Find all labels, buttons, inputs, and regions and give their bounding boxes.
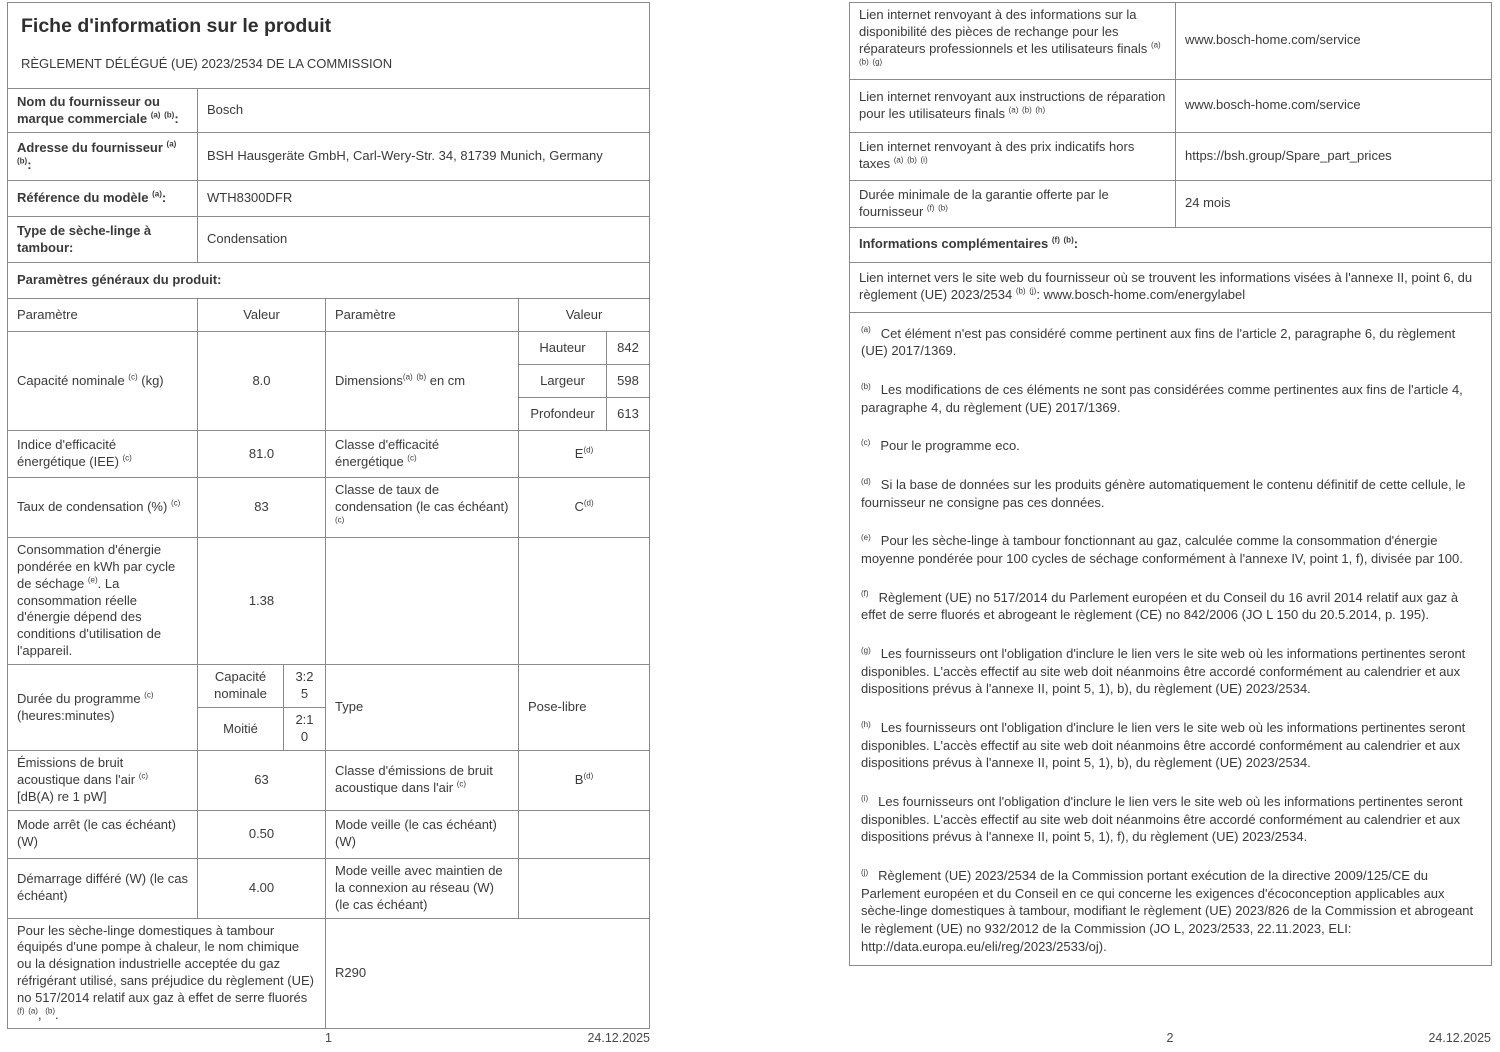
table-header-row [8, 299, 650, 332]
links-and-footnotes-table [849, 2, 1492, 966]
weighted-energy-consumption-label: Consommation d'énergie pondérée en kWh par cycle de séchage $^{(e)}$. La consommation réelle d'énergie dépend des conditions d'utilisation de l'appareil. [8, 537, 198, 664]
dimension-height-label: Hauteur [519, 332, 607, 365]
table-row [8, 133, 650, 181]
supplier-website-line: Lien internet vers le site web du fournisseur où se trouvent les informations visées à l'annexe II, point 6, du règlement (UE) 2023/2534 $^{(b)}$ $^{(j)}$: www.bosch-home.com/energylabel [850, 262, 1492, 312]
acoustic-noise-value: 63 [198, 750, 326, 810]
footnote-i: $^{(i)}$ Les fournisseurs ont l'obligation d'inclure le lien vers le site web où les informations pertinentes seront disponibles. L'accès effectif au site web doit néanmoins être accordé conformément au calendrier et aux dispositions prévus à l'annexe II, point 5, 1), f), du règlement (UE) 2023/2534. [861, 793, 1463, 845]
acoustic-noise-class-label: Classe d'émissions de bruit acoustique dans l'air $^{(c)}$ [326, 750, 519, 810]
table-row [8, 750, 650, 810]
footnotes-block [850, 312, 1492, 966]
footnote-b: $^{(b)}$ Les modifications de ces éléments ne sont pas considérées comme pertinentes aux fins de l'article 4, paragraphe 4, du règlement (UE) 2017/1369. [861, 381, 1463, 415]
column-header-value-1: Valeur [198, 299, 326, 332]
page-title: Fiche d'information sur le produit [21, 15, 332, 37]
off-mode-value: 0.50 [198, 810, 326, 858]
supplier-name-label: Nom du fournisseur ou marque commerciale $^{(a)}$ $^{(b)}$: [8, 89, 198, 133]
dimension-width-value: 598 [607, 365, 650, 398]
footnote-f: $^{(f)}$ Règlement (UE) no 517/2014 du Parlement européen et du Conseil du 16 avril 2014 relatif aux gaz à effet de serre fluorés et abrogeant le règlement (CE) no 842/2006 (JO L 150 du 20.5.2014, p. 195). [861, 589, 1459, 623]
dimension-depth-label: Profondeur [519, 398, 607, 431]
title-block [8, 3, 650, 89]
standby-mode-label: Mode veille (le cas échéant) (W) [326, 810, 519, 858]
empty-cell [519, 858, 650, 918]
model-reference-value: WTH8300DFR [198, 181, 650, 217]
product-fiche-page-2 [849, 2, 1492, 966]
dimension-depth-value: 613 [607, 398, 650, 431]
acoustic-noise-class-value: $B^{(d)}$ [519, 750, 650, 810]
table-row [850, 3, 1492, 80]
repair-instructions-link-value: www.bosch-home.com/service [1176, 79, 1492, 132]
supplier-name-value: Bosch [198, 89, 650, 133]
condensation-rate-value: 83 [198, 478, 326, 538]
table-row [8, 89, 650, 133]
empty-cell [326, 537, 519, 664]
footnote-j: $^{(j)}$ Règlement (UE) 2023/2534 de la Commission portant exécution de la directive 2009/125/CE du Parlement européen et du Conseil en ce qui concerne les exigences d'écoconception applicables aux sèche-linge domestiques à tambour, modifiant le règlement (UE) 2023/826 de la Commission et abrogeant le règlement (UE) no 932/2012 de la Commission (JO L, 2023/2533, 22.11.2023, ELI: http://data.europa.eu/eli/reg/2023/2533/oj). [861, 867, 1474, 954]
dimensions-label: Dimensions$^{(a)}$ $^{(b)}$ en cm [326, 332, 519, 431]
column-header-value-2: Valeur [519, 299, 650, 332]
spare-parts-link-value: www.bosch-home.com/service [1176, 3, 1492, 80]
table-row [8, 478, 650, 538]
footnote-e: $^{(e)}$ Pour les sèche-linge à tambour fonctionnant au gaz, calculée comme la consommation d'énergie moyenne pondérée pour 100 cycles de séchage conformément à l'annexe IV, point 1, f), divisée par 100. [861, 532, 1463, 566]
indicative-prices-link-label: Lien internet renvoyant à des prix indicatifs hors taxes $^{(a)}$ $^{(b)}$ $^{(i)}$ [850, 132, 1176, 180]
guarantee-duration-value: 24 mois [1176, 180, 1492, 227]
refrigerant-value: R290 [326, 918, 650, 1028]
page-number-1: 1 [325, 1031, 332, 1045]
weighted-energy-consumption-value: 1.38 [198, 537, 326, 664]
footnote-a: $^{(a)}$ Cet élément n'est pas considéré comme pertinent aux fins de l'article 2, paragraphe 6, du règlement (UE) 2017/1369. [861, 325, 1456, 359]
general-parameters-header: Paramètres généraux du produit: [8, 263, 650, 299]
table-row [8, 665, 650, 708]
table-row [8, 217, 650, 263]
supplier-address-value: BSH Hausgeräte GmbH, Carl-Wery-Str. 34, 81739 Munich, Germany [198, 133, 650, 181]
refrigerant-label: Pour les sèche-linge domestiques à tambour équipés d'une pompe à chaleur, le nom chimique ou la désignation industrielle acceptée du gaz réfrigérant utilisé, sans préjudice du règlement (UE) no 517/2014 relatif aux gaz à effet de serre fluorés $^{(f)}$ $^{(a)}$, $^{(b)}$. [8, 918, 326, 1028]
footnote-c: $^{(c)}$ Pour le programme eco. [861, 437, 1020, 454]
table-row [8, 918, 650, 1028]
condensation-class-label: Classe de taux de condensation (le cas échéant) $^{(c)}$ [326, 478, 519, 538]
dryer-type-value: Condensation [198, 217, 650, 263]
footer-date-2: 24.12.2025 [1428, 1031, 1491, 1045]
dimension-width-label: Largeur [519, 365, 607, 398]
networked-standby-label: Mode veille avec maintien de la connexion au réseau (W) (le cas échéant) [326, 858, 519, 918]
footnote-h: $^{(h)}$ Les fournisseurs ont l'obligation d'inclure le lien vers le site web où les informations pertinentes seront disponibles. L'accès effectif au site web doit néanmoins être accordé conformément au calendrier et aux dispositions prévus à l'annexe II, point 5, 1), b), du règlement (UE) 2023/2534. [861, 719, 1466, 771]
table-row [8, 181, 650, 217]
footnote-g: $^{(g)}$ Les fournisseurs ont l'obligation d'inclure le lien vers le site web où les informations pertinentes seront disponibles. L'accès effectif au site web doit néanmoins être accordé conformément au calendrier et aux dispositions prévus à l'annexe II, point 5, 1), b), du règlement (UE) 2023/2534. [861, 645, 1466, 697]
footnote-d: $^{(d)}$ Si la base de données sur les produits génère automatiquement le contenu définitif de cette cellule, le fournisseur ne consigne pas ces données. [861, 476, 1466, 510]
table-row [8, 332, 650, 365]
table-row [850, 132, 1492, 180]
footer-date-1: 24.12.2025 [587, 1031, 650, 1045]
repair-instructions-link-label: Lien internet renvoyant aux instructions de réparation pour les utilisateurs finals $^{(a)}$ $^{(b)}$ $^{(h)}$ [850, 79, 1176, 132]
table-row [850, 180, 1492, 227]
product-fiche-page-1 [7, 2, 650, 1029]
delayed-start-label: Démarrage différé (W) (le cas échéant) [8, 858, 198, 918]
duration-rated-capacity-value: 3:25 [284, 665, 326, 708]
table-row [8, 810, 650, 858]
empty-cell [519, 537, 650, 664]
column-header-parameter-1: Paramètre [8, 299, 198, 332]
table-row [850, 227, 1492, 262]
model-reference-label: Référence du modèle $^{(a)}$: [8, 181, 198, 217]
condensation-class-value: $C^{(d)}$ [519, 478, 650, 538]
energy-efficiency-index-label: Indice d'efficacité énergétique (IEE) $^{(c)}$ [8, 431, 198, 478]
condensation-rate-label: Taux de condensation (%) $^{(c)}$ [8, 478, 198, 538]
additional-information-header: Informations complémentaires $^{(f)}$ $^{(b)}$: [850, 227, 1492, 262]
table-row [8, 263, 650, 299]
dimension-height-value: 842 [607, 332, 650, 365]
column-header-parameter-2: Paramètre [326, 299, 519, 332]
indicative-prices-link-value: https://bsh.group/Spare_part_prices [1176, 132, 1492, 180]
duration-rated-capacity-label: Capacité nominale [198, 665, 284, 708]
installation-type-label: Type [326, 665, 519, 751]
energy-efficiency-index-value: 81.0 [198, 431, 326, 478]
rated-capacity-value: 8.0 [198, 332, 326, 431]
page-number-2: 2 [1166, 1031, 1174, 1045]
acoustic-noise-label: Émissions de bruit acoustique dans l'air $^{(c)}$ [dB(A) re 1 pW] [8, 750, 198, 810]
table-row [8, 431, 650, 478]
rated-capacity-label: Capacité nominale $^{(c)}$ (kg) [8, 332, 198, 431]
table-row [850, 262, 1492, 312]
guarantee-duration-label: Durée minimale de la garantie offerte par le fournisseur $^{(f)}$ $^{(b)}$ [850, 180, 1176, 227]
product-fiche-table [7, 2, 650, 1029]
table-row [850, 79, 1492, 132]
duration-half-load-value: 2:10 [284, 708, 326, 751]
spare-parts-link-label: Lien internet renvoyant à des informations sur la disponibilité des pièces de rechange pour les réparateurs professionnels et les utilisateurs finals $^{(a)}$ $^{(b)}$ $^{(g)}$ [850, 3, 1176, 80]
duration-half-load-label: Moitié [198, 708, 284, 751]
installation-type-value: Pose-libre [519, 665, 650, 751]
off-mode-label: Mode arrêt (le cas échéant) (W) [8, 810, 198, 858]
regulation-subtitle: RÈGLEMENT DÉLÉGUÉ (UE) 2023/2534 DE LA COMMISSION [21, 56, 393, 72]
energy-class-value: $E^{(d)}$ [519, 431, 650, 478]
programme-duration-label: Durée du programme $^{(c)}$ (heures:minutes) [8, 665, 198, 751]
dryer-type-label: Type de sèche-linge à tambour: [8, 217, 198, 263]
empty-cell [519, 810, 650, 858]
table-row [8, 537, 650, 664]
energy-class-label: Classe d'efficacité énergétique $^{(c)}$ [326, 431, 519, 478]
supplier-address-label: Adresse du fournisseur $^{(a)}$ $^{(b)}$: [8, 133, 198, 181]
table-row [8, 858, 650, 918]
delayed-start-value: 4.00 [198, 858, 326, 918]
